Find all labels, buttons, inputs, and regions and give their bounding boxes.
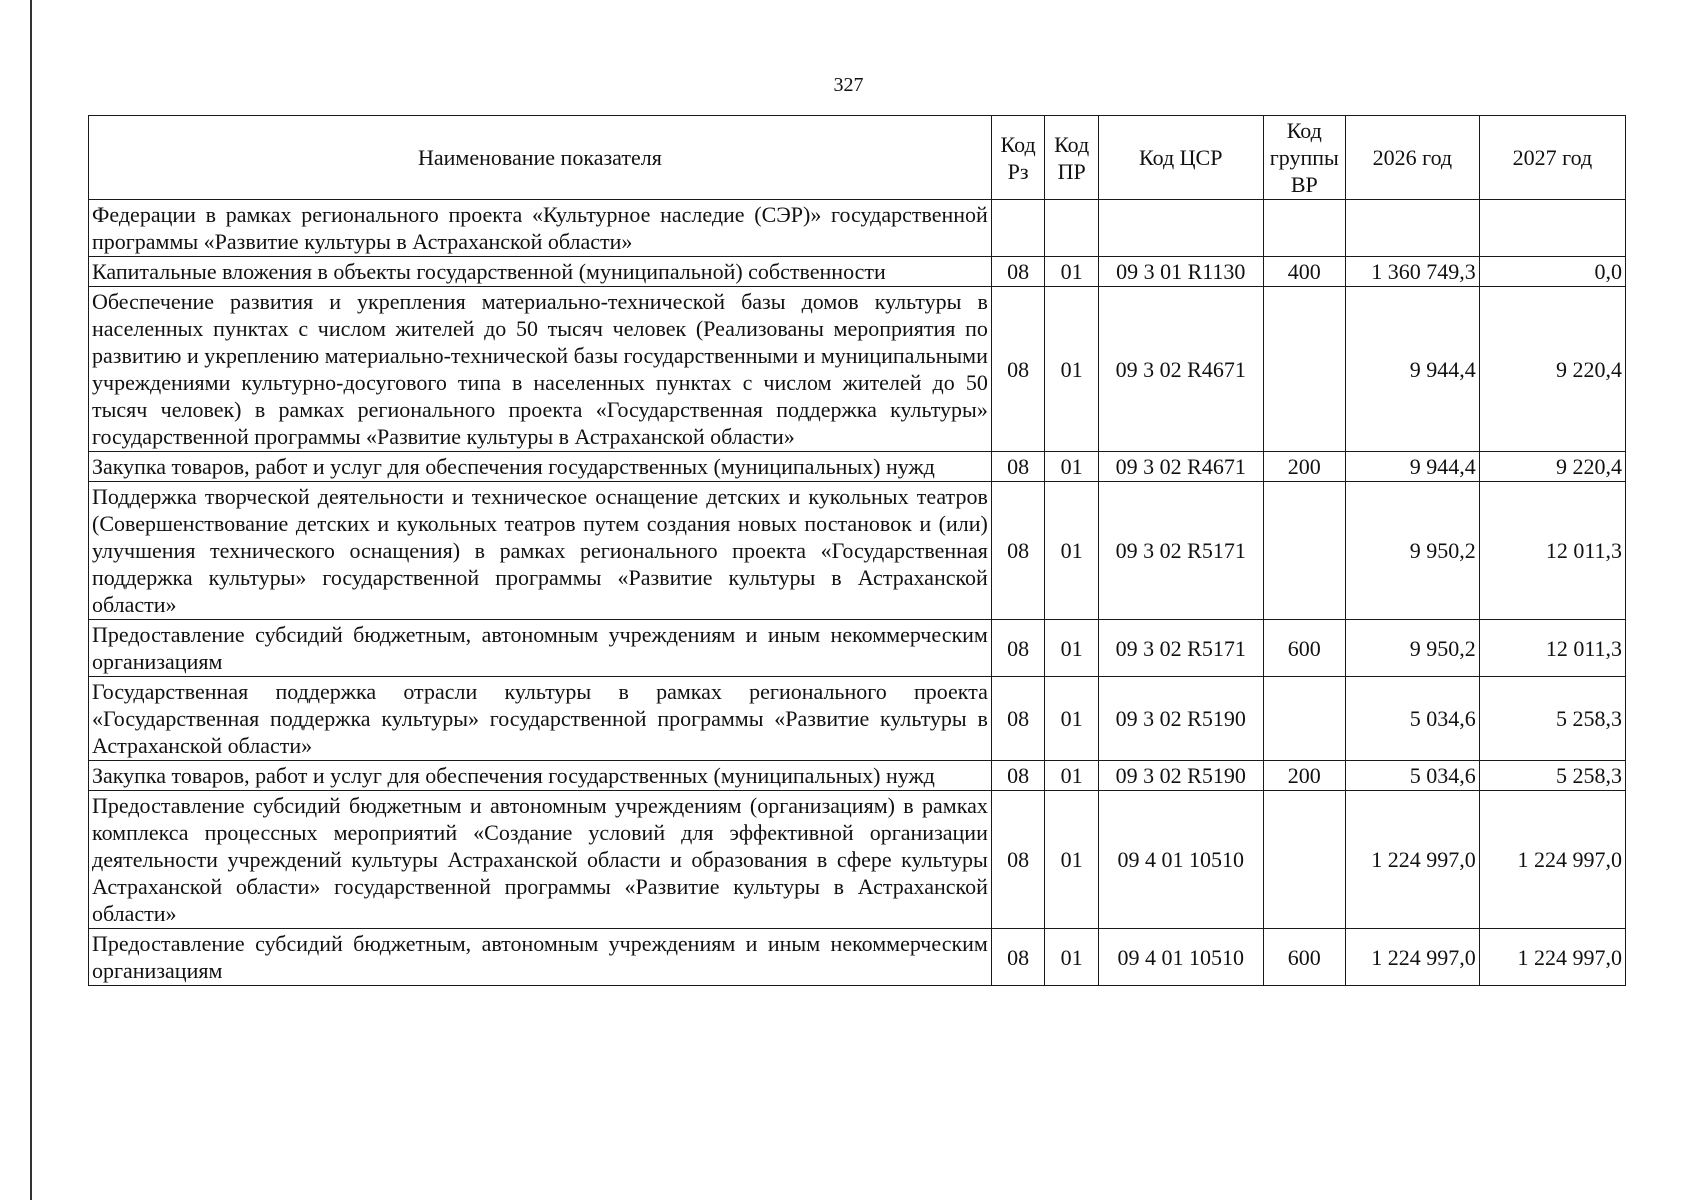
cell-pr: 01 — [1045, 677, 1099, 761]
cell-vr — [1263, 791, 1345, 929]
cell-2026: 9 944,4 — [1345, 452, 1479, 482]
table-row — [89, 791, 1626, 929]
cell-csr — [1098, 200, 1263, 257]
cell-csr: 09 3 02 R4671 — [1098, 452, 1263, 482]
cell-2026: 5 034,6 — [1345, 677, 1479, 761]
table-row — [89, 677, 1626, 761]
cell-pr: 01 — [1045, 761, 1099, 791]
cell-name: Поддержка творческой деятельности и техническое оснащение детских и кукольных театров (Совершенствование детских и кукольных театров путем создания новых постановок и (или) улучшения технического оснащения) в рамках регионального проекта «Государственная поддержка культуры» государственной программы «Развитие культуры в Астраханской области» — [89, 482, 992, 620]
cell-rz: 08 — [991, 791, 1045, 929]
cell-csr: 09 3 02 R4671 — [1098, 287, 1263, 452]
cell-rz: 08 — [991, 620, 1045, 677]
cell-rz: 08 — [991, 761, 1045, 791]
cell-2027: 1 224 997,0 — [1479, 929, 1625, 986]
cell-pr: 01 — [1045, 287, 1099, 452]
table-header-row — [89, 116, 1626, 200]
cell-name: Федерации в рамках регионального проекта «Культурное наследие (СЭР)» государственной программы «Развитие культуры в Астраханской области» — [89, 200, 992, 257]
header-vr: Код группы ВР — [1263, 116, 1345, 200]
page-margin-line — [30, 0, 32, 1200]
cell-vr: 600 — [1263, 620, 1345, 677]
cell-vr — [1263, 200, 1345, 257]
header-pr: Код ПР — [1045, 116, 1099, 200]
cell-pr: 01 — [1045, 452, 1099, 482]
table-row — [89, 620, 1626, 677]
cell-2027: 1 224 997,0 — [1479, 791, 1625, 929]
cell-vr — [1263, 287, 1345, 452]
cell-csr: 09 3 02 R5171 — [1098, 482, 1263, 620]
cell-rz: 08 — [991, 929, 1045, 986]
cell-vr: 200 — [1263, 452, 1345, 482]
cell-vr: 400 — [1263, 257, 1345, 287]
cell-csr: 09 4 01 10510 — [1098, 929, 1263, 986]
header-2027: 2027 год — [1479, 116, 1625, 200]
cell-2027: 5 258,3 — [1479, 761, 1625, 791]
cell-vr — [1263, 677, 1345, 761]
cell-name: Обеспечение развития и укрепления материально-технической базы домов культуры в населенных пунктах с числом жителей до 50 тысяч человек (Реализованы мероприятия по развитию и укреплению материально-технической базы государственными и муниципальными учреждениями культурно-досугового типа в населенных пунктах с числом жителей до 50 тысяч человек) в рамках регионального проекта «Государственная поддержка культуры» государственной программы «Развитие культуры в Астраханской области» — [89, 287, 992, 452]
table-row — [89, 929, 1626, 986]
cell-vr: 200 — [1263, 761, 1345, 791]
header-csr: Код ЦСР — [1098, 116, 1263, 200]
table-row — [89, 452, 1626, 482]
cell-name: Государственная поддержка отрасли культуры в рамках регионального проекта «Государственная поддержка культуры» государственной программы «Развитие культуры в Астраханской области» — [89, 677, 992, 761]
cell-pr: 01 — [1045, 257, 1099, 287]
cell-2026: 1 224 997,0 — [1345, 929, 1479, 986]
cell-rz: 08 — [991, 287, 1045, 452]
cell-2026: 1 360 749,3 — [1345, 257, 1479, 287]
cell-2026: 1 224 997,0 — [1345, 791, 1479, 929]
page-number: 327 — [833, 74, 864, 96]
cell-pr: 01 — [1045, 929, 1099, 986]
cell-pr — [1045, 200, 1099, 257]
cell-rz — [991, 200, 1045, 257]
cell-vr — [1263, 482, 1345, 620]
cell-vr: 600 — [1263, 929, 1345, 986]
header-2026: 2026 год — [1345, 116, 1479, 200]
header-name: Наименование показателя — [89, 116, 992, 200]
table-row — [89, 257, 1626, 287]
cell-2027: 0,0 — [1479, 257, 1625, 287]
cell-name: Капитальные вложения в объекты государственной (муниципальной) собственности — [89, 257, 992, 287]
cell-name: Предоставление субсидий бюджетным, автономным учреждениям и иным некоммерческим организациям — [89, 620, 992, 677]
table-row — [89, 482, 1626, 620]
cell-rz: 08 — [991, 482, 1045, 620]
budget-table — [88, 115, 1626, 986]
cell-name: Предоставление субсидий бюджетным и автономным учреждениям (организациям) в рамках комплекса процессных мероприятий «Создание условий для эффективной организации деятельности учреждений культуры Астраханской области и образования в сфере культуры Астраханской области» государственной программы «Развитие культуры в Астраханской области» — [89, 791, 992, 929]
table-row — [89, 287, 1626, 452]
cell-pr: 01 — [1045, 482, 1099, 620]
cell-csr: 09 3 02 R5171 — [1098, 620, 1263, 677]
header-rz: Код Рз — [991, 116, 1045, 200]
cell-2026 — [1345, 200, 1479, 257]
cell-name: Закупка товаров, работ и услуг для обеспечения государственных (муниципальных) нужд — [89, 452, 992, 482]
cell-2027: 9 220,4 — [1479, 287, 1625, 452]
cell-2026: 9 950,2 — [1345, 482, 1479, 620]
cell-2027: 5 258,3 — [1479, 677, 1625, 761]
cell-csr: 09 3 02 R5190 — [1098, 677, 1263, 761]
table-row — [89, 200, 1626, 257]
cell-2026: 9 944,4 — [1345, 287, 1479, 452]
cell-csr: 09 4 01 10510 — [1098, 791, 1263, 929]
cell-2026: 5 034,6 — [1345, 761, 1479, 791]
cell-pr: 01 — [1045, 791, 1099, 929]
table-row — [89, 761, 1626, 791]
cell-csr: 09 3 02 R5190 — [1098, 761, 1263, 791]
cell-2027: 12 011,3 — [1479, 482, 1625, 620]
cell-rz: 08 — [991, 257, 1045, 287]
cell-name: Предоставление субсидий бюджетным, автономным учреждениям и иным некоммерческим организациям — [89, 929, 992, 986]
cell-2027: 12 011,3 — [1479, 620, 1625, 677]
cell-rz: 08 — [991, 452, 1045, 482]
cell-rz: 08 — [991, 677, 1045, 761]
cell-name: Закупка товаров, работ и услуг для обеспечения государственных (муниципальных) нужд — [89, 761, 992, 791]
cell-2027 — [1479, 200, 1625, 257]
cell-2026: 9 950,2 — [1345, 620, 1479, 677]
cell-2027: 9 220,4 — [1479, 452, 1625, 482]
cell-csr: 09 3 01 R1130 — [1098, 257, 1263, 287]
cell-pr: 01 — [1045, 620, 1099, 677]
